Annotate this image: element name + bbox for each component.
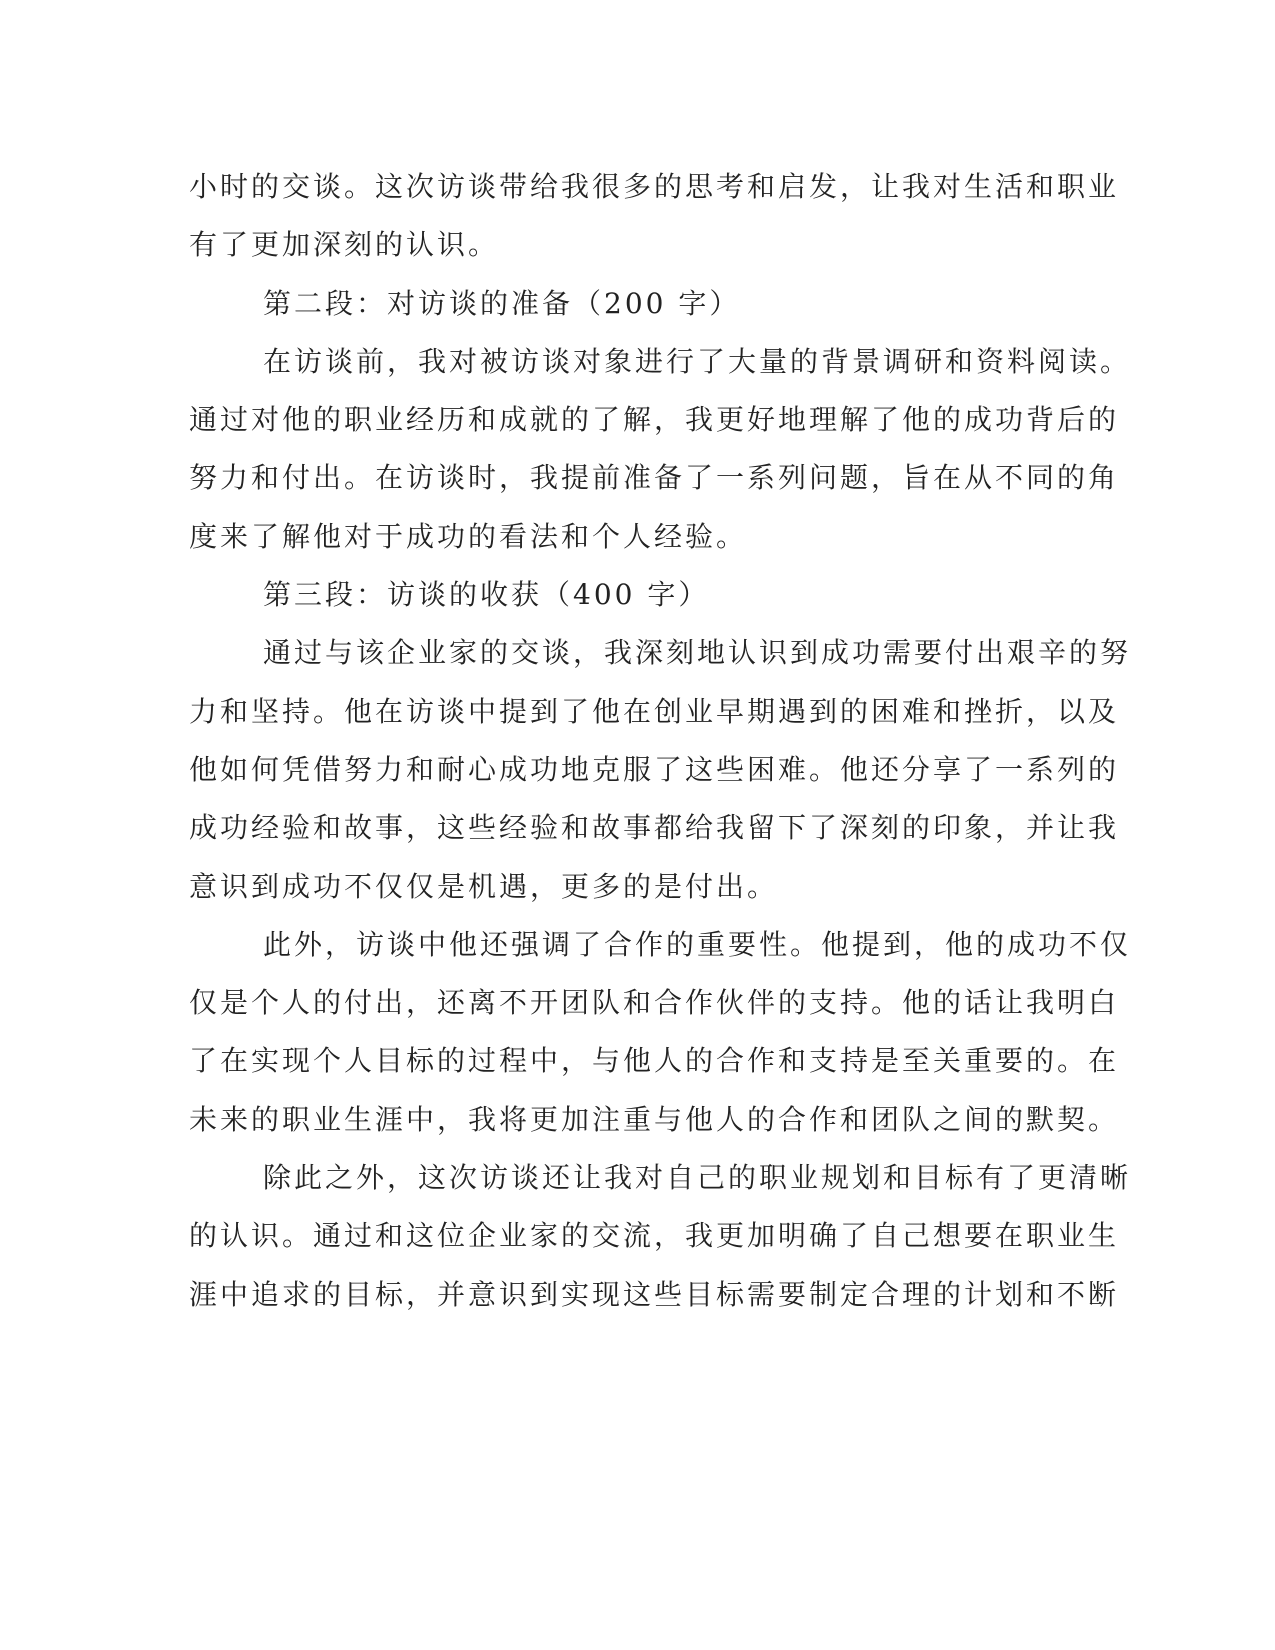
text-line: 度来了解他对于成功的看法和个人经验。 bbox=[189, 519, 748, 553]
text-line: 了在实现个人目标的过程中，与他人的合作和支持是至关重要的。在 bbox=[189, 1044, 1120, 1078]
text-line: 通过对他的职业经历和成就的了解，我更好地理解了他的成功背后的 bbox=[189, 403, 1120, 437]
text-line: 此外，访谈中他还强调了合作的重要性。他提到，他的成功不仅 bbox=[263, 927, 1132, 961]
text-line: 仅是个人的付出，还离不开团队和合作伙伴的支持。他的话让我明白 bbox=[189, 986, 1120, 1020]
text-line: 力和坚持。他在访谈中提到了他在创业早期遇到的困难和挫折，以及 bbox=[189, 694, 1120, 728]
text-line: 成功经验和故事，这些经验和故事都给我留下了深刻的印象，并让我 bbox=[189, 811, 1120, 845]
text-line: 的认识。通过和这位企业家的交流，我更加明确了自己想要在职业生 bbox=[189, 1219, 1120, 1253]
section-heading: 第二段：对访谈的准备（200 字） bbox=[263, 286, 741, 320]
document-body bbox=[189, 158, 1132, 1324]
text-line: 涯中追求的目标，并意识到实现这些目标需要制定合理的计划和不断 bbox=[189, 1277, 1120, 1311]
section-heading: 第三段：访谈的收获（400 字） bbox=[263, 578, 710, 612]
text-line: 努力和付出。在访谈时，我提前准备了一系列问题，旨在从不同的角 bbox=[189, 461, 1120, 495]
text-line: 意识到成功不仅仅是机遇，更多的是付出。 bbox=[189, 869, 779, 903]
text-line: 通过与该企业家的交谈，我深刻地认识到成功需要付出艰辛的努 bbox=[263, 636, 1132, 670]
text-line: 小时的交谈。这次访谈带给我很多的思考和启发，让我对生活和职业 bbox=[189, 170, 1120, 203]
text-line: 他如何凭借努力和耐心成功地克服了这些困难。他还分享了一系列的 bbox=[189, 752, 1120, 786]
text-line: 除此之外，这次访谈还让我对自己的职业规划和目标有了更清晰 bbox=[263, 1161, 1132, 1195]
text-line: 有了更加深刻的认识。 bbox=[189, 228, 500, 262]
text-line: 在访谈前，我对被访谈对象进行了大量的背景调研和资料阅读。 bbox=[263, 344, 1132, 378]
text-line: 未来的职业生涯中，我将更加注重与他人的合作和团队之间的默契。 bbox=[189, 1102, 1120, 1136]
